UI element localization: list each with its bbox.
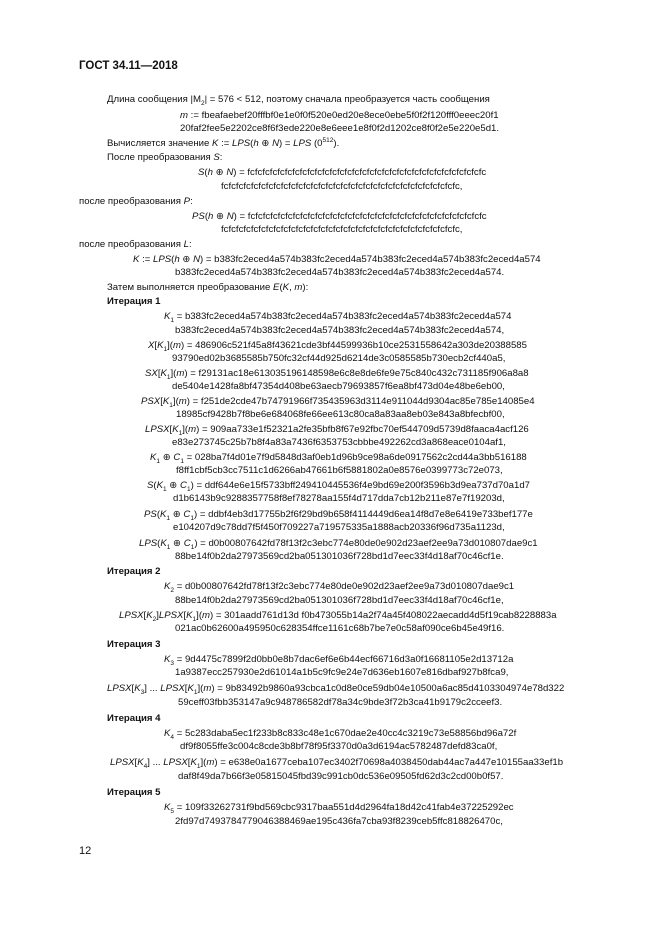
text-line: 20faf2fee5e2202ce8f6f3ede220e8e6eee1e8f0f2d1202ce8f0f2e5e220e5d1. [180,123,500,134]
text-line: K := LPS(h ⊕ N) = b383fc2eced4a574b383fc2eced4a574b383fc2eced4a574b383fc2eced4a574 [133,254,541,265]
text-line: 2fd97d7493784779046388469ae195c436fa7cba93f8239ceb5ffc818826470c, [175,816,503,827]
text-line: $LPSX[K_2]LPSX[K_1](m)$ = 301aadd761d13d f0b473055b14a2f74a45f408022aecadd4d5f19cab8228883a [119,610,557,623]
text-line: fcfcfcfcfcfcfcfcfcfcfcfcfcfcfcfcfcfcfcfcfcfcfcfcfcfcfcfcfcfcfcfc, [221,181,463,192]
text-line: 1a9387ecc257930e2d61014a1b5c9fc9e24e7d636eb1607e816dbaf927b8fca9, [175,667,509,678]
iteration-heading: Итерация 3 [107,639,161,650]
text-line: 59ceff03fbb353147a9c948786582df78a34c9bde3f72b3ca41b9179c2cceef3. [178,697,503,708]
text-line: 88be14f0b2da27973569cd2ba051301036f728bd1d7eec33f4d18af70c46cf1e, [175,595,504,606]
text-line: b383fc2eced4a574b383fc2eced4a574b383fc2eced4a574b383fc2eced4a574. [175,267,505,278]
text-line: $K_1$ = b383fc2eced4a574b383fc2eced4a574b383fc2eced4a574b383fc2eced4a574 [164,311,512,324]
text-line: 021ac0b62600a495950c628354ffce1161c68b7be7e0c58af090ce6b45e49f16. [175,623,505,634]
text-line: df9f8055ffe3c004c8cde3b8bf78f95f3370d0a3d6194ac5782487defd83ca0f, [180,741,498,752]
text-line: $K_1$ ⊕ $C_1 = 028ba7f4d01e7f9d5848d3af0eb1d96b9ce98a6de0917562c2cd44a3bb516188$ [150,452,527,465]
text-line: $PS(K_1$ ⊕ $C_1$) = ddbf4eb3d17755b2f6f29bd9b658f4114449d6ea14f8d7e8e6419e733bef177e [144,509,533,522]
text-line: e104207d9c78dd7f5f450f709227a719575335a1888acb20336f96d735a1123d, [173,522,505,533]
text-line: $LPSX[K_4]$ ... $LPSX[K_1](m)$ = e638e0a1677ceba107ec3402f70698a4038450dab44ac7a447e10155aa33ef1b [110,757,564,770]
text-line: f8ff1cbf5cb3cc7511c1d6266ab47661b6f5881802a0e8576e0399773c72e073, [176,465,503,476]
text-line: $K_2 = d0b00807642fd78f13f2c3ebc774e80de0e902d23aef2ee9a73d010807dae9c1$ [164,581,515,594]
text-line: $PSX[K_1](m) = f251de2cde47b74791966f735435963d3114e911044d9304ac85e785e14085e4$ [141,396,535,409]
text-line: e83e273745c25b7b8f4a83a7436f6353753cbbbe492262cd3a868eace0104af1, [172,437,506,448]
text-line: $K_5 = 109f33262731f9bd569cbc9317baa551d4d2964fa18d42c41fab4e37225292ec$ [164,802,514,815]
text-line: $LPSX[K_1](m)$ = 909aa733e1f52321a2fe35bfb8f67e92fbc70ef544709d5739d8faaca4acf126 [145,424,529,437]
text-line: PS(h ⊕ N) = fcfcfcfcfcfcfcfcfcfcfcfcfcfcfcfcfcfcfcfcfcfcfcfcfcfcfcfcfcfcfcfc [192,211,487,222]
text-line: После преобразования S: [107,152,223,163]
text-line: $LPSX[K_3]$ ... $LPSX[K_1](m)$ = 9b83492b9860a93cbca1c0d8e0ce59db04e10500a6ac85d4103304974e78d322 [107,683,565,696]
iteration-heading: Итерация 5 [107,787,161,798]
text-line: 93790ed02b3685585b750fc32cf44d925d6214de3c0585585b730ecb2cf440a5, [172,353,506,364]
text-line: после преобразования P: [79,196,193,207]
document-header: ГОСТ 34.11—2018 [79,60,178,72]
text-line: $SX[K_1](m) = f29131ac18e613035196148598e6c8e8de6fe9e75c840c432c731185f906a8a8$ [145,368,529,381]
text-line: Длина сообщения $|M_2| = 576 < 512$, поэтому сначала преобразуется часть сообщения [107,94,490,107]
text-line: $S(K_1$ ⊕ $C_1) = ddf644e6e15f5733bff249410445536f4e9bd69e200f3596b3d9ea737d70a1d7$ [147,480,530,493]
page-number: 12 [79,845,92,857]
text-line: $K_4$ = 5c283daba5ec1f233b8c833c48e1c670dae2e40cc4c3219c73e58856bd96a72f [164,728,517,741]
text-line: $LPS(K_1$ ⊕ $C_1) = d0b00807642fd78f13f2c3ebc774e80de0e902d23aef2ee9a73d010807dae9c1$ [139,538,538,551]
text-line: b383fc2eced4a574b383fc2eced4a574b383fc2eced4a574b383fc2eced4a574, [175,325,505,336]
text-line: $K_3 = 9d4475c7899f2d0bb0e8b7dac6ef6e6b44ecf66716d3a0f16681105e2d13712a$ [164,654,514,667]
iteration-heading: Итерация 2 [107,566,161,577]
text-line: 88be14f0b2da27973569cd2ba051301036f728bd1d7eec33f4d18af70c46cf1e. [175,551,504,562]
text-line: $X[K_1](m) = 486906c521f45a8f43621cde3bf44599936b10ce2531558642a303de20388585$ [148,340,527,353]
text-line: d1b6143b9c9288357758f8ef78278aa155f4d717dda7cb12b211e87e7f19203d, [173,493,505,504]
text-line: fcfcfcfcfcfcfcfcfcfcfcfcfcfcfcfcfcfcfcfcfcfcfcfcfcfcfcfcfcfcfcfc, [221,224,463,235]
text-line: Вычисляется значение K := LPS(h ⊕ N) = LPS $(0^{512})$. [107,136,340,149]
text-line: de5404e1428fa8bf47354d408be63aecb79693857f6ea8bf473d04e48be6eb00, [172,381,505,392]
text-line: после преобразования L: [79,239,192,250]
text-line: 18985cf9428b7f8be6e684068fe66ee613c80ca8a83aa8eb03e843a8bfecbf00, [176,409,505,420]
text-line: daf8f49da7b66f3e05815045fbd39c991cb0dc536e09505fd62d3c2cd00b0f57. [178,771,504,782]
text-line: Затем выполняется преобразование E(K, m): [107,282,309,293]
text-line: S(h ⊕ N) = fcfcfcfcfcfcfcfcfcfcfcfcfcfcfcfcfcfcfcfcfcfcfcfcfcfcfcfcfcfcfcfc [198,167,487,178]
iteration-heading: Итерация 4 [107,713,161,724]
text-line: m := fbeafaebef20fffbf0e1e0f0f520e0ed20e8ece0ebe5f0f2f120fff0eeec20f1 [180,110,499,121]
iteration-heading: Итерация 1 [107,296,161,307]
